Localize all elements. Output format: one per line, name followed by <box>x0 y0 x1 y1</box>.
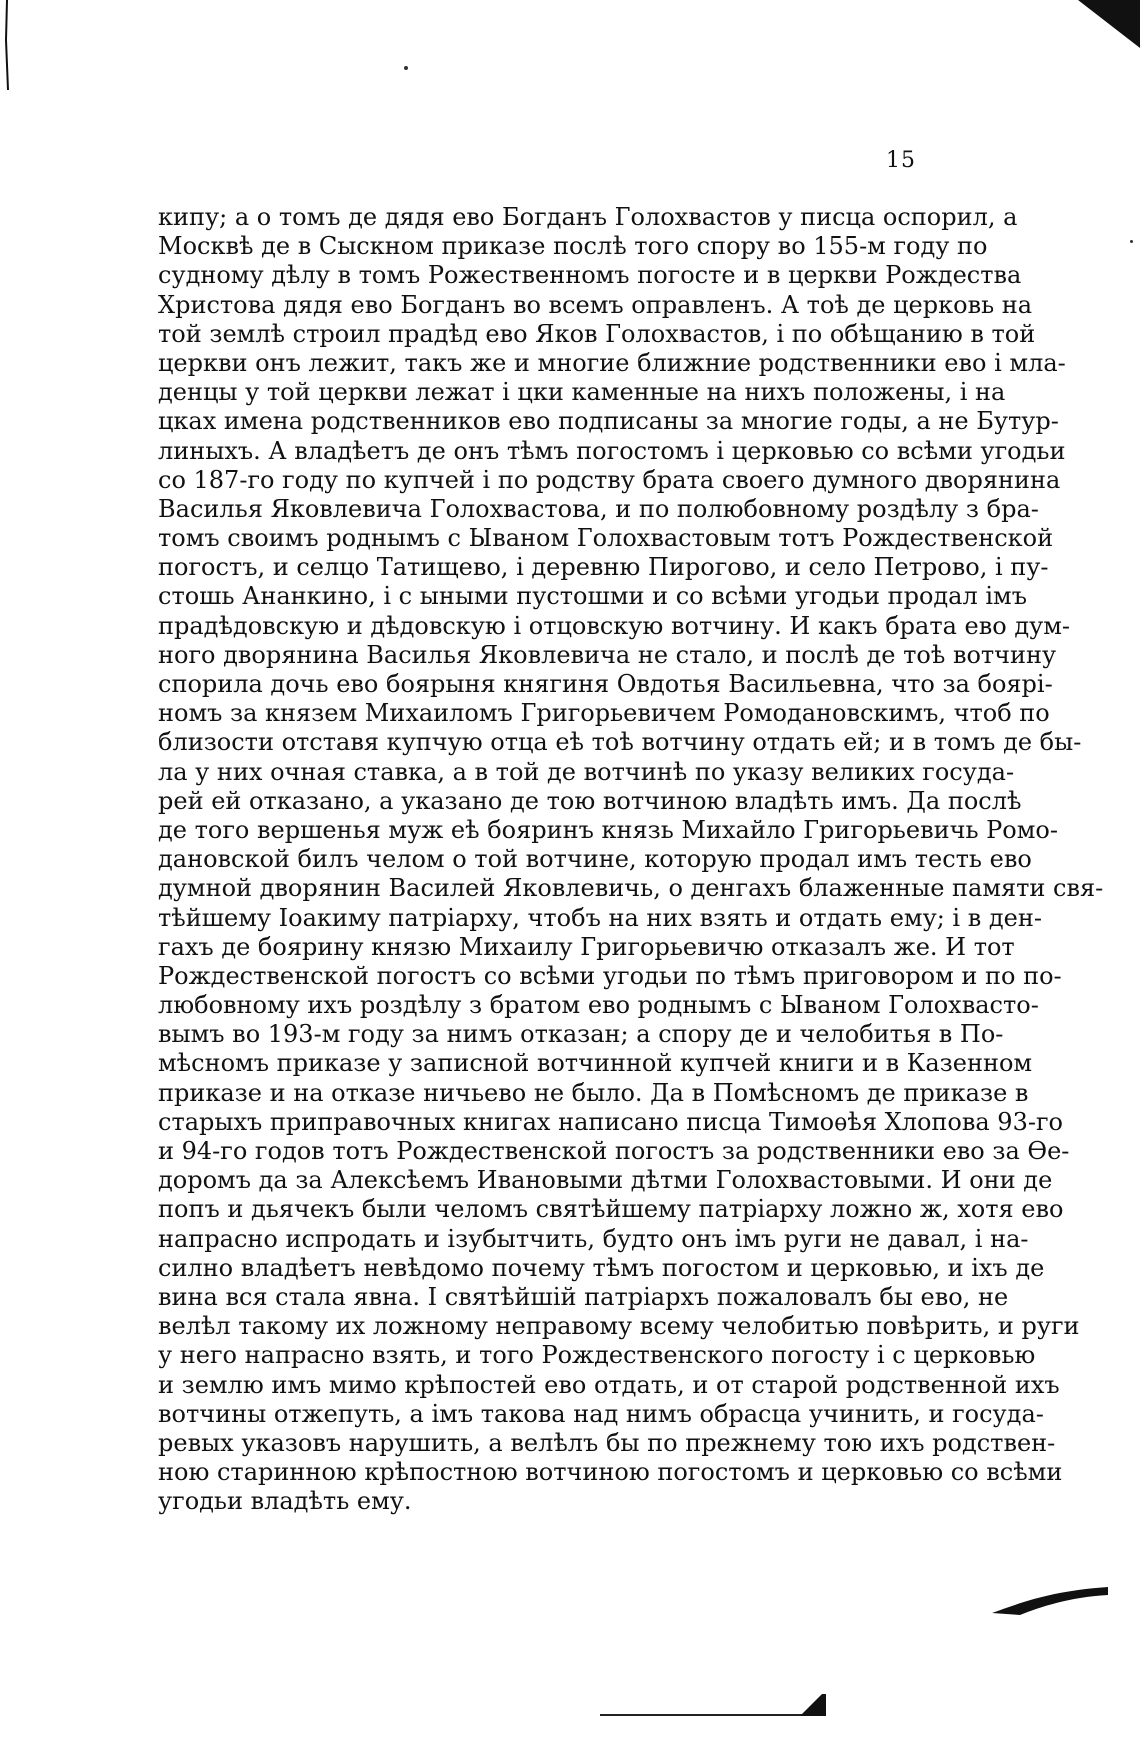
text-line: угодьи владѣть ему. <box>158 1487 412 1516</box>
text-line: ревых указовъ нарушить, а велѣлъ бы по прежнему тою ихъ родствен- <box>158 1428 1056 1457</box>
text-line: ною старинною крѣпостною вотчиною погостомъ и церковью со всѣми <box>158 1458 1063 1487</box>
text-line: у него напрасно взять, и того Рождественского погосту і с церковью <box>158 1341 1036 1370</box>
text-line: мѣсномъ приказе у записной вотчинной купчей книги и в Казенном <box>158 1049 1033 1078</box>
text-line: кипу; а о томъ де дядя ево Богданъ Голохвастов у писца оспорил, а <box>158 203 1018 231</box>
text-line: вымъ во 193-м году за нимъ отказан; а спору де и челобитья в По- <box>158 1020 1004 1049</box>
text-line: ного дворянина Василья Яковлевича не стало, и послѣ де тоѣ вотчину <box>158 640 1057 669</box>
text-line: любовному ихъ роздѣлу з братом ево роднымъ с Ываном Голохвасто- <box>158 991 1039 1020</box>
text-line: церкви онъ лежит, такъ же и многие ближние родственники ево і мла- <box>158 348 1066 377</box>
text-line: напрасно испродать и ізубытчить, будто онъ імъ руги не давал, і на- <box>158 1224 1029 1253</box>
scan-edge-mark <box>2 0 14 100</box>
page-number: 15 <box>886 148 916 173</box>
text-line: силно владѣетъ невѣдомо почему тѣмъ погостом и церковью, и іхъ де <box>158 1253 1045 1282</box>
text-line: старыхъ приправочных книгах написано писца Тимоѳѣя Хлопова 93-го <box>158 1107 1063 1136</box>
text-line: тѣйшему Іоакиму патріарху, чтобъ на них взять и отдать ему; і в ден- <box>158 903 1042 932</box>
text-line: Москвѣ де в Сыскном приказе послѣ того спору во 155-м году по <box>158 232 988 261</box>
text-line: думной дворянин Василей Яковлевичь, о денгахъ блаженные памяти свя- <box>158 874 1104 903</box>
text-line: попъ и дьячекъ были челомъ святѣйшему патріарху ложно ж, хотя ево <box>158 1195 1064 1224</box>
text-line: ла у них очная ставка, а в той де вотчинѣ по указу великих госуда- <box>158 757 1015 786</box>
scan-edge-line <box>600 1690 840 1720</box>
text-line: линыхъ. А владѣетъ де онъ тѣмъ погостомъ і церковью со всѣми угодьи <box>158 436 1066 465</box>
text-line: велѣл такому их ложному неправому всему челобитью повѣрить, и руги <box>158 1312 1080 1341</box>
text-line: томъ своимъ роднымъ с Ываном Голохвастовым тотъ Рождественской <box>158 524 1054 553</box>
text-line: вотчины отжепуть, а імъ такова над нимъ обрасца учинить, и госуда- <box>158 1399 1044 1428</box>
text-line: Василья Яковлевича Голохвастова, и по полюбовному роздѣлу з бра- <box>158 494 1039 523</box>
text-line: спорила дочь ево боярыня княгиня Овдотья Васильевна, что за боярі- <box>158 670 1053 698</box>
body-text <box>158 203 1104 1516</box>
text-line: и 94-го годов тотъ Рождественской погостъ за родственники ево за Ѳе- <box>158 1137 1070 1165</box>
text-line: судному дѣлу в томъ Рожественномъ погосте и в церкви Рождества <box>158 261 1022 290</box>
text-line: стошь Ананкино, і с ыными пустошми и со всѣми угодьи продал імъ <box>158 582 1027 611</box>
text-line: вина вся стала явна. І святѣйшій патріархъ пожаловалъ бы ево, не <box>158 1282 1009 1311</box>
text-line: и землю имъ мимо крѣпостей ево отдать, и от старой родственной ихъ <box>158 1370 1060 1399</box>
text-line: со 187-го году по купчей і по родству брата своего думного дворянина <box>158 465 1061 494</box>
text-line: приказе и на отказе ничьево не было. Да в Помѣсномъ де приказе в <box>158 1078 1029 1107</box>
text-line: близости отставя купчую отца еѣ тоѣ вотчину отдать ей; и в томъ де бы- <box>158 728 1082 757</box>
scan-corner-mark <box>1070 0 1140 50</box>
text-line: рей ей отказано, а указано де тою вотчиною владѣть имъ. Да послѣ <box>158 786 1022 815</box>
text-line: дановской билъ челом о той вотчине, которую продал имъ тесть ево <box>158 845 1032 874</box>
text-line: денцы у той церкви лежат і цки каменные на нихъ положены, і на <box>158 378 1006 407</box>
text-line: де того вершенья муж еѣ бояринъ князь Михайло Григорьевичь Ромо- <box>158 815 1058 844</box>
text-line: гахъ де боярину князю Михаилу Григорьевичю отказалъ же. И тот <box>158 932 1015 961</box>
text-line: погостъ, и селцо Татищево, і деревню Пирогово, и село Петрово, і пу- <box>158 553 1049 582</box>
text-line: Христова дядя ево Богданъ во всемъ оправленъ. А тоѣ де церковь на <box>158 290 1033 319</box>
text-line: цках имена родственников ево подписаны за многие годы, а не Бутур- <box>158 407 1059 436</box>
text-line: прадѣдовскую и дѣдовскую і отцовскую вотчину. И какъ брата ево дум- <box>158 611 1070 640</box>
scan-smudge-mark <box>990 1585 1110 1625</box>
scan-dust <box>404 66 408 70</box>
text-line: доромъ да за Алексѣемъ Ивановыми дѣтми Голохвастовыми. И они де <box>158 1166 1053 1195</box>
text-line: той землѣ строил прадѣд ево Яков Голохвастов, і по обѣщанию в той <box>158 319 1036 348</box>
text-line: номъ за князем Михаиломъ Григорьевичем Ромодановскимъ, чтоб по <box>158 699 1050 728</box>
text-line: Рождественской погостъ со всѣми угодьи по тѣмъ приговором и по по- <box>158 961 1062 990</box>
scan-dust <box>1130 240 1133 243</box>
